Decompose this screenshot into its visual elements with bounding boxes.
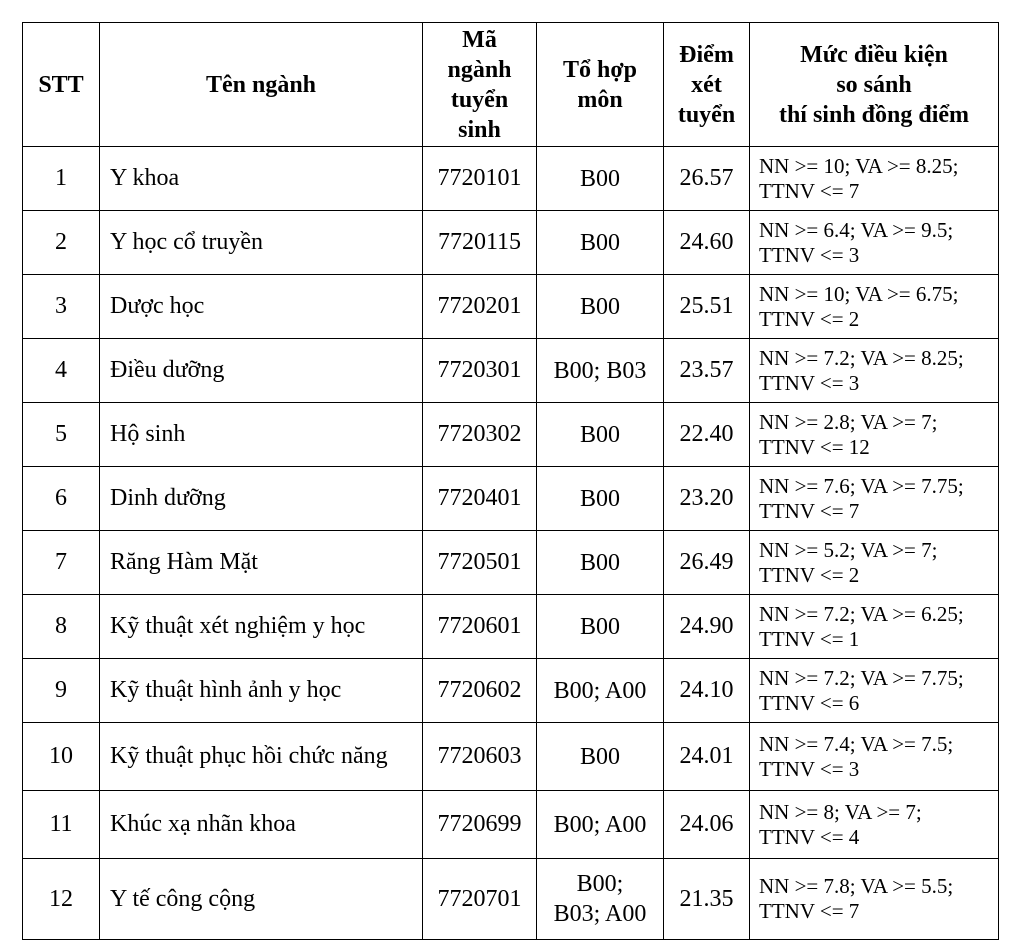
header-combo [537,23,664,147]
table-row [23,723,999,791]
cell-stt: 1 [23,147,100,211]
cell-subject-combo [537,531,664,595]
cell-major-code: 7720115 [423,211,537,275]
cell-stt: 9 [23,659,100,723]
cell-condition [750,339,999,403]
condition-line: TTNV <= 7 [759,899,860,923]
cell-subject-combo [537,403,664,467]
cell-score: 24.01 [664,723,750,791]
cell-condition [750,659,999,723]
cell-major-code: 7720699 [423,791,537,859]
cell-major-name: Răng Hàm Mặt [100,531,423,595]
combo-line: B00 [579,743,620,770]
cell-score: 24.06 [664,791,750,859]
condition-line: TTNV <= 3 [759,370,860,395]
cell-major-code: 7720101 [423,147,537,211]
cell-major-name: Dược học [100,275,423,339]
cell-score: 23.57 [664,339,750,403]
combo-line: B00; B03 [553,357,647,384]
table-row [23,531,999,595]
cell-major-code: 7720501 [423,531,537,595]
condition-line: NN >= 2.8; VA >= 7; [759,409,938,434]
cell-condition [750,275,999,339]
cell-major-name: Khúc xạ nhãn khoa [100,791,423,859]
header-score-line: xét [691,71,722,98]
condition-line: TTNV <= 6 [759,690,860,715]
table-row [23,859,999,940]
cell-major-name: Điều dưỡng [100,339,423,403]
header-row [23,23,999,147]
cell-major-name: Kỹ thuật hình ảnh y học [100,659,423,723]
cell-subject-combo [537,147,664,211]
header-name: Tên ngành [100,23,423,147]
cell-score: 26.57 [664,147,750,211]
table-body [23,147,999,940]
table-row [23,211,999,275]
condition-line: TTNV <= 7 [759,498,860,523]
cell-major-name: Y học cổ truyền [100,211,423,275]
cell-stt: 10 [23,723,100,791]
table-row [23,467,999,531]
cell-condition [750,531,999,595]
header-condition [750,23,999,147]
condition-line: NN >= 7.2; VA >= 6.25; [759,601,964,626]
header-score-line: Điểm [679,41,734,68]
table-row [23,595,999,659]
cell-subject-combo [537,467,664,531]
condition-line: NN >= 10; VA >= 6.75; [759,281,959,306]
condition-line: TTNV <= 12 [759,434,870,459]
cell-major-code: 7720401 [423,467,537,531]
cell-stt: 5 [23,403,100,467]
cell-major-code: 7720301 [423,339,537,403]
cell-score: 24.90 [664,595,750,659]
table-row [23,275,999,339]
cell-subject-combo [537,275,664,339]
combo-line: B00; A00 [553,677,647,704]
cell-major-name: Y tế công cộng [100,859,423,940]
combo-line: B00 [579,229,620,256]
condition-line: TTNV <= 2 [759,562,860,587]
cell-major-name: Kỹ thuật phục hồi chức năng [100,723,423,791]
cell-stt: 3 [23,275,100,339]
cell-stt: 2 [23,211,100,275]
header-code [423,23,537,147]
condition-line: TTNV <= 3 [759,756,860,781]
cell-stt: 12 [23,859,100,940]
cell-condition [750,147,999,211]
cell-major-code: 7720603 [423,723,537,791]
combo-line: B00 [579,613,620,640]
cell-major-name: Kỹ thuật xét nghiệm y học [100,595,423,659]
condition-line: NN >= 7.2; VA >= 7.75; [759,665,964,690]
cell-major-code: 7720302 [423,403,537,467]
cell-stt: 6 [23,467,100,531]
cell-stt: 8 [23,595,100,659]
cell-subject-combo [537,211,664,275]
combo-line: B00; [576,871,624,897]
cell-major-code: 7720602 [423,659,537,723]
cell-condition [750,723,999,791]
cell-condition [750,211,999,275]
cell-subject-combo [537,339,664,403]
condition-line: NN >= 5.2; VA >= 7; [759,537,938,562]
cell-stt: 4 [23,339,100,403]
header-combo-line: Tổ hợp [563,56,637,83]
cell-score: 22.40 [664,403,750,467]
cell-score: 25.51 [664,275,750,339]
cell-subject-combo [537,791,664,859]
cell-condition [750,595,999,659]
cell-subject-combo [537,723,664,791]
cell-major-name: Y khoa [100,147,423,211]
combo-line: B00 [579,421,620,448]
condition-line: TTNV <= 2 [759,306,860,331]
header-code-line: tuyển [450,86,509,113]
cell-major-name: Dinh dưỡng [100,467,423,531]
combo-line: B03; A00 [553,901,647,927]
cell-major-code: 7720201 [423,275,537,339]
table-row [23,339,999,403]
header-condition-line: Mức điều kiện [800,41,948,68]
cell-score: 26.49 [664,531,750,595]
header-combo-line: môn [577,86,623,113]
cell-score: 24.10 [664,659,750,723]
header-code-line: sinh [458,116,501,143]
cell-subject-combo [537,859,664,940]
cell-score: 24.60 [664,211,750,275]
cell-major-code: 7720701 [423,859,537,940]
admission-table [22,22,999,940]
condition-line: NN >= 7.8; VA >= 5.5; [759,874,954,898]
condition-line: NN >= 7.6; VA >= 7.75; [759,473,964,498]
cell-condition [750,791,999,859]
condition-line: TTNV <= 1 [759,626,860,651]
table-row [23,791,999,859]
cell-major-name: Hộ sinh [100,403,423,467]
cell-score: 23.20 [664,467,750,531]
header-stt: STT [23,23,100,147]
header-code-line: ngành [447,56,512,83]
condition-line: NN >= 10; VA >= 8.25; [759,153,959,178]
cell-stt: 7 [23,531,100,595]
header-code-line: Mã [462,26,497,53]
cell-condition [750,859,999,940]
combo-line: B00 [579,485,620,512]
combo-line: B00 [579,165,620,192]
header-score-line: tuyển [677,101,736,128]
cell-subject-combo [537,595,664,659]
condition-line: NN >= 8; VA >= 7; [759,799,922,824]
cell-major-code: 7720601 [423,595,537,659]
cell-stt: 11 [23,791,100,859]
combo-line: B00 [579,293,620,320]
combo-line: B00; A00 [553,811,647,838]
condition-line: TTNV <= 3 [759,242,860,267]
cell-condition [750,403,999,467]
table-row [23,147,999,211]
condition-line: NN >= 6.4; VA >= 9.5; [759,217,954,242]
cell-condition [750,467,999,531]
condition-line: TTNV <= 4 [759,824,860,849]
combo-line: B00 [579,549,620,576]
table-row [23,659,999,723]
header-condition-line: so sánh [836,71,912,98]
cell-subject-combo [537,659,664,723]
condition-line: NN >= 7.4; VA >= 7.5; [759,731,954,756]
table-row [23,403,999,467]
header-condition-line: thí sinh đồng điểm [778,101,970,128]
condition-line: NN >= 7.2; VA >= 8.25; [759,345,964,370]
condition-line: TTNV <= 7 [759,178,860,203]
cell-score: 21.35 [664,859,750,940]
header-score [664,23,750,147]
